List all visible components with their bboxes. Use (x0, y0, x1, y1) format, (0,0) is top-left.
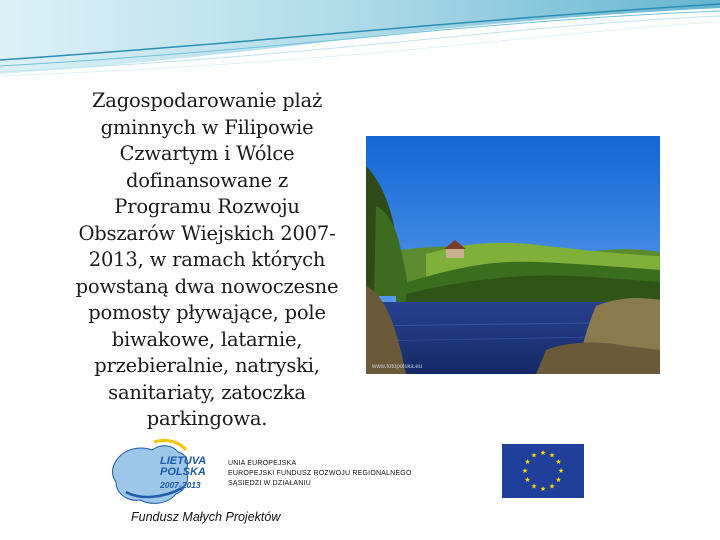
svg-text:★: ★ (555, 458, 562, 466)
slide-body-text (58, 88, 356, 433)
svg-text:★: ★ (548, 451, 556, 460)
body-line: biwakowe, latarnie, (111, 327, 303, 351)
body-line: Zagospodarowanie plaż (91, 89, 323, 112)
svg-text:★: ★ (524, 458, 531, 466)
body-line: Programu Rozwoju (114, 195, 300, 218)
body-line: powstaną dwa nowoczesne (75, 274, 339, 298)
svg-text:★: ★ (530, 451, 538, 460)
body-line: 2013, w ramach których (88, 248, 326, 271)
svg-text:★: ★ (557, 467, 565, 475)
logo-line-lietuva: LIETUVA (160, 455, 207, 467)
body-line: gminnych w Filipowie (100, 115, 314, 139)
svg-text:★: ★ (530, 482, 538, 491)
body-line: dofinansowane z (125, 168, 289, 192)
body-line: Czwartym i Wólce (119, 142, 295, 165)
eu-programme-text (228, 459, 412, 489)
body-line: sanitariaty, zatoczka (108, 380, 306, 404)
svg-text:★: ★ (539, 449, 547, 457)
body-line: przebieralnie, natryski, (94, 354, 320, 377)
svg-text:www.fotopolska.eu: www.fotopolska.eu (372, 364, 423, 370)
svg-text:★: ★ (524, 476, 531, 484)
svg-text:★: ★ (521, 467, 529, 475)
ue-line: SĄSIEDZI W DZIAŁANIU (228, 480, 311, 487)
body-line: parkingowa. (146, 407, 268, 430)
ue-line: UNIA EUROPEJSKA (228, 460, 297, 467)
logo-years: 2007-2013 (160, 480, 201, 490)
svg-text:★: ★ (539, 485, 547, 493)
header-wave-decoration (0, 0, 720, 80)
logo-line-polska: POLSKA (160, 466, 206, 478)
svg-text:★: ★ (548, 482, 556, 491)
lake-photo (366, 136, 660, 374)
ue-line: EUROPEJSKI FUNDUSZ ROZWOJU REGIONALNEGO (228, 470, 412, 477)
fund-name: Fundusz Małych Projektów (131, 510, 281, 524)
eu-flag-icon (502, 444, 584, 498)
body-line: pomosty pływające, pole (88, 301, 326, 324)
lietuva-polska-logo-text (160, 456, 220, 491)
svg-text:★: ★ (555, 476, 562, 484)
body-line: Obszarów Wiejskich 2007- (78, 221, 336, 245)
